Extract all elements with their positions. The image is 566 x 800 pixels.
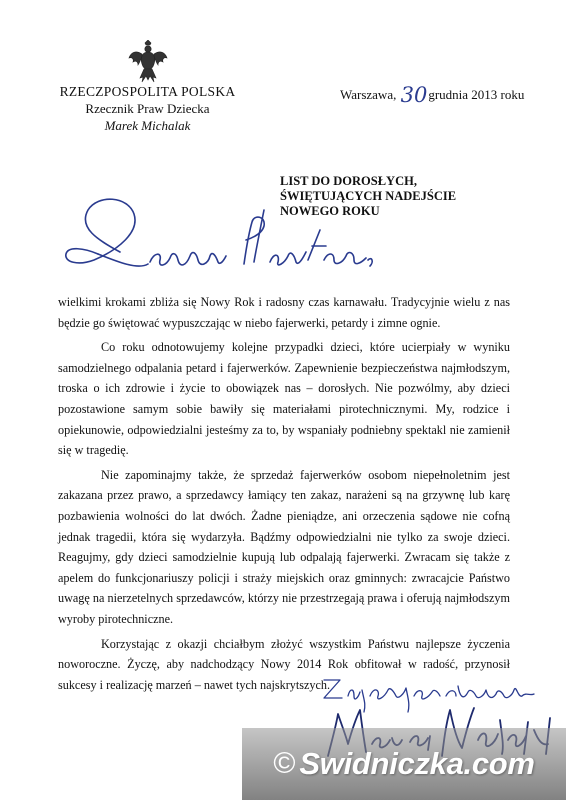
letter-body	[58, 292, 510, 699]
letter-title-line-2: ŚWIĘTUJĄCYCH NADEJŚCIE	[280, 189, 457, 203]
dateline	[340, 80, 525, 107]
paragraph: Nie zapominajmy także, że sprzedaż fajerwerków osobom niepełnoletnim jest zakazana przez prawo, a sprzedawcy łamiący ten zakaz, narażeni są na grzywnę lub karę pozbawienia wolności do lat dwóch. Żadne pieniądze, ani orzeczenia sądowe nie cofną jednak tragedii, która się wydarzyła. Bądźmy odpowiedzialni nie tylko za swoje dzieci. Reagujmy, gdy dzieci samodzielnie kupują lub odpalają fajerwerki. Zwracam się także z apelem do funkcjonariuszy policji i straży miejskich oraz gminnych: zwracajcie Państwo uwagę na nierzetelnych sprzedawców, którzy nie przestrzegają prawa i oferują najmłodszym wyroby pirotechniczne.	[58, 467, 510, 626]
dateline-place: Warszawa,	[340, 87, 397, 102]
letterhead-office: Rzecznik Praw Dziecka	[85, 101, 210, 116]
polish-eagle-icon	[128, 40, 168, 84]
letterhead-country: RZECZPOSPOLITA POLSKA	[59, 84, 236, 99]
copyright-icon: ©	[273, 747, 296, 780]
paragraph: Korzystając z okazji chciałbym złożyć wszystkim Państwu najlepsze życzenia noworoczne. Życzę, aby nadchodzący Nowy 2014 Rok obfitował w radość, przynosił sukcesy i realizację marzeń – nawet tych najskrytszych.	[58, 636, 510, 692]
letterhead-person: Marek Michalak	[104, 118, 191, 133]
paragraph: wielkimi krokami zbliża się Nowy Rok i radosny czas karnawału. Tradycyjnie wielu z nas będzie go świętować wypuszczając w niebo fajerwerki, petardy i zimne ognie.	[58, 295, 510, 330]
letter-title-line-1: LIST DO DOROSŁYCH,	[280, 174, 417, 188]
letter-title-line-3: NOWEGO ROKU	[280, 204, 380, 218]
dateline-month-year: grudnia 2013 roku	[428, 87, 525, 102]
handwritten-salutation	[58, 190, 378, 300]
letterhead	[50, 84, 245, 134]
paragraph: Co roku odnotowujemy kolejne przypadki dzieci, które ucierpiały w wyniku samodzielnego odpalania petard i fajerwerków. Zapewnienie bezpieczeństwa najmłodszym, troska o ich zdrowie i życie to obowiązek nas – dorosłych. Nie pozwólmy, aby dzieci pozostawione samym sobie bawiły się materiałami pirotechnicznymi. My, rodzice i opiekunowie, odpowiedzialni jesteśmy za to, by wspaniały podniebny spektakl nie zamienił się w tragedię.	[58, 340, 510, 458]
watermark	[242, 728, 566, 800]
watermark-site: Swidniczka.com	[299, 746, 535, 781]
dateline-day: 30	[400, 83, 428, 107]
